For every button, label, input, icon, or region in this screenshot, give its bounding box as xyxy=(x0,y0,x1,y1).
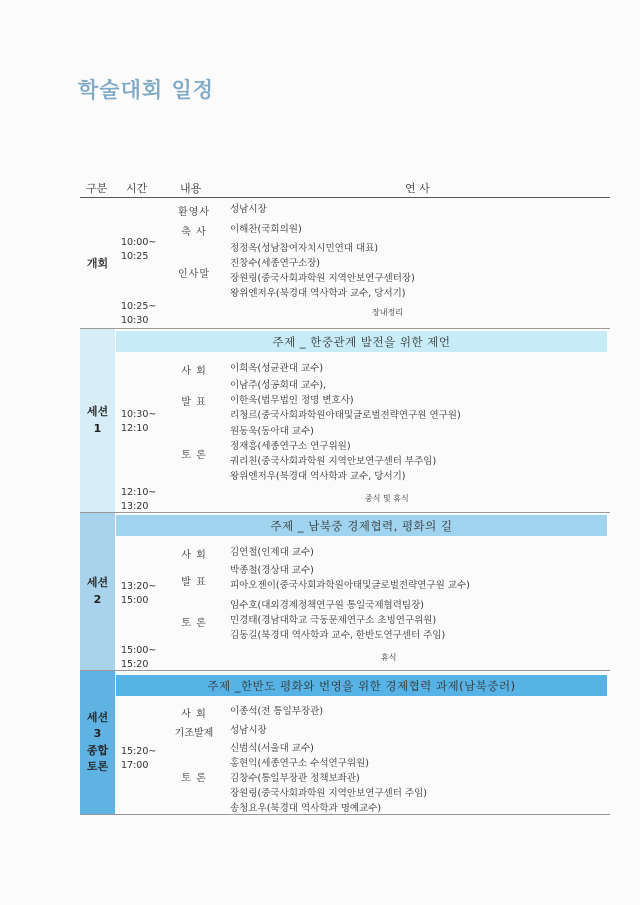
session2-label: 세션 2 xyxy=(80,513,115,670)
speaker-line: 민경태(경남대학교 극동문제연구소 초빙연구위원) xyxy=(230,615,437,626)
section-divider xyxy=(80,670,610,671)
session3-time: 15:20~ 17:00 xyxy=(121,746,157,771)
speaker-line: 피아오젠이(중국사회과학원아태및글로벌전략연구원 교수) xyxy=(230,580,470,591)
speaker-line: 장원링(중국사회과학원 지역안보연구센터 주임) xyxy=(230,788,427,799)
session3-label: 세션 3 종합 토론 xyxy=(80,671,115,814)
section-divider xyxy=(80,328,610,329)
session3-discuss-speakers xyxy=(230,741,427,816)
opening-speaker-congrats: 이해찬(국회의원) xyxy=(230,224,302,235)
session1-present-speakers xyxy=(230,378,461,423)
session3-speaker-keynote: 성남시장 xyxy=(230,725,267,736)
session2-note: 휴식 xyxy=(381,653,397,662)
header-speaker: 연 사 xyxy=(405,182,430,195)
speaker-line: 왕위엔저우(북경대 역사학과 교수, 당서기) xyxy=(230,288,406,299)
opening-time-2: 10:25~ 10:30 xyxy=(121,301,157,326)
header-time: 시간 xyxy=(126,182,148,195)
opening-label: 개회 xyxy=(86,256,109,270)
session1-time-2: 12:10~ 13:20 xyxy=(121,487,157,512)
header-gubun: 구분 xyxy=(86,182,108,195)
speaker-line: 김창수(통일부장관 정책보좌관) xyxy=(230,773,360,784)
session2-speaker-chair: 김연철(인제대 교수) xyxy=(230,547,314,558)
session3-role-keynote: 기조발제 xyxy=(174,728,214,739)
session2-discuss-speakers xyxy=(230,598,445,643)
session2-role-chair: 사 회 xyxy=(181,550,207,561)
session1-note: 중식 및 휴식 xyxy=(365,494,409,503)
session1-label: 세션 1 xyxy=(80,329,115,512)
speaker-line: 원동욱(동아대 교수) xyxy=(230,426,314,437)
session1-discuss-speakers xyxy=(230,424,436,484)
page-title: 학술대회 일정 xyxy=(78,78,215,102)
session1-theme: 주제 _ 한중관계 발전을 위한 제언 xyxy=(116,331,607,352)
session2-time: 13:20~ 15:00 xyxy=(121,581,157,606)
opening-note: 장내정리 xyxy=(372,308,403,317)
opening-role-welcome: 환영사 xyxy=(178,207,210,218)
opening-greeting-speakers xyxy=(230,241,415,301)
session1-time: 10:30~ 12:10 xyxy=(121,409,157,434)
speaker-line: 리청르(중국사회과학원아태및글로벌전략연구원 연구원) xyxy=(230,410,461,421)
session1-role-chair: 사 회 xyxy=(181,366,207,377)
speaker-line: 궈리친(중국사회과학원 지역안보연구센터 부주임) xyxy=(230,456,437,467)
header-content: 내용 xyxy=(180,182,202,195)
speaker-line: 장원링(중국사회과학원 지역안보연구센터장) xyxy=(230,273,415,284)
header-divider xyxy=(80,197,610,198)
speaker-line: 홍현익(세종연구소 수석연구위원) xyxy=(230,758,369,769)
speaker-line: 정정옥(성남참여자치시민연대 대표) xyxy=(230,243,379,254)
section-divider xyxy=(80,814,610,815)
speaker-line: 진창수(세종연구소장) xyxy=(230,258,321,269)
session2-theme: 주제 _ 남북중 경제협력, 평화의 길 xyxy=(116,515,607,536)
session1-role-present: 발 표 xyxy=(181,397,207,408)
section-divider xyxy=(80,512,610,513)
session2-time-2: 15:00~ 15:20 xyxy=(121,645,157,670)
session3-role-chair: 사 회 xyxy=(181,709,207,720)
session3-role-discuss: 토 론 xyxy=(181,773,207,784)
speaker-line: 임수호(대외경제정책연구원 통일국제협력팀장) xyxy=(230,600,424,611)
session2-role-discuss: 토 론 xyxy=(181,618,207,629)
speaker-line: 박종철(경상대 교수) xyxy=(230,565,314,576)
opening-speaker-welcome: 성남시장 xyxy=(230,204,267,215)
opening-role-congrats: 축 사 xyxy=(181,227,207,238)
session1-role-discuss: 토 론 xyxy=(181,450,207,461)
opening-time: 10:00~ 10:25 xyxy=(121,237,157,262)
session2-role-present: 발 표 xyxy=(181,577,207,588)
session3-theme: 주제 _한반도 평화와 번영을 위한 경제협력 과제(남북중러) xyxy=(116,675,607,696)
speaker-line: 이한욱(법무법인 정명 변호사) xyxy=(230,395,354,406)
session2-present-speakers xyxy=(230,563,470,593)
opening-role-greeting: 인사말 xyxy=(178,269,210,280)
speaker-line: 송청요우(북경대 역사학과 명예교수) xyxy=(230,803,382,814)
speaker-line: 정재흥(세종연구소 연구위원) xyxy=(230,441,351,452)
speaker-line: 김동길(북경대 역사학과 교수, 한반도연구센터 주임) xyxy=(230,630,446,641)
session1-speaker-chair: 이희옥(성균관대 교수) xyxy=(230,363,324,374)
session3-speaker-chair: 이종석(전 통일부장관) xyxy=(230,706,324,717)
speaker-line: 이남주(성공회대 교수), xyxy=(230,380,327,391)
speaker-line: 왕위엔저우(북경대 역사학과 교수, 당서기) xyxy=(230,471,406,482)
speaker-line: 신범식(서울대 교수) xyxy=(230,743,314,754)
